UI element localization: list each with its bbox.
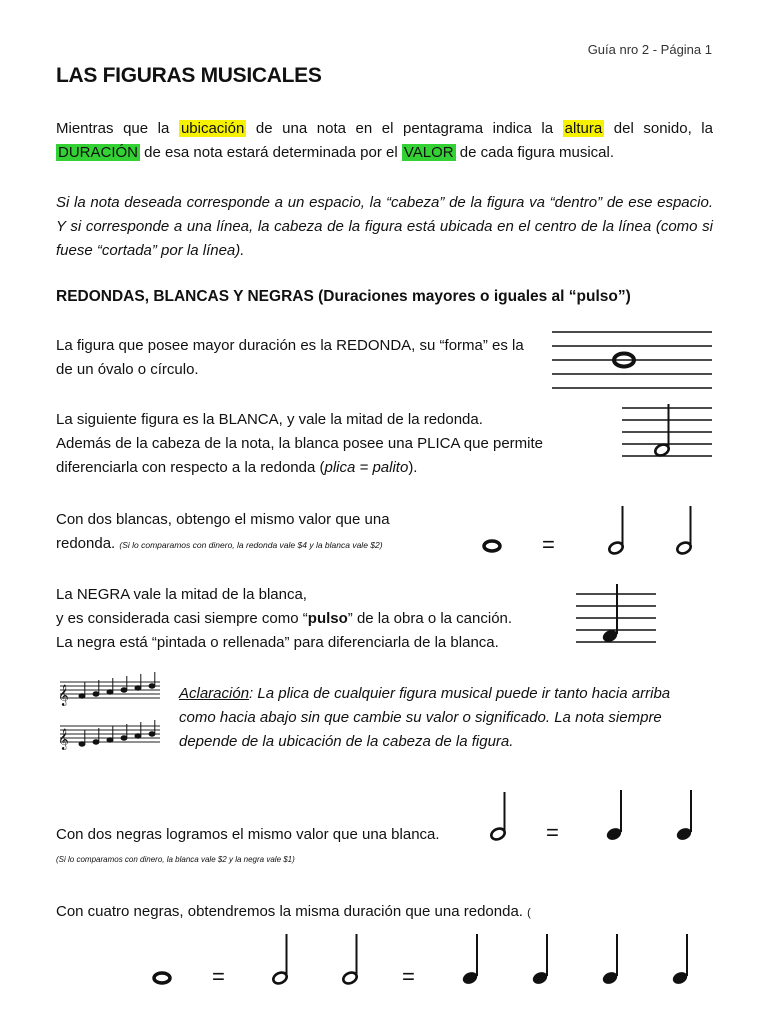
section-subtitle: REDONDAS, BLANCAS Y NEGRAS (Duraciones mayores o iguales al “pulso”): [56, 288, 631, 305]
stems-direction-figure: [56, 674, 164, 754]
equals-sign: =: [212, 964, 225, 989]
whole-note-staff-figure: [552, 328, 712, 392]
half-note-staff-figure: [622, 404, 712, 464]
redonda-paragraph: La figura que posee mayor duración es la REDONDA, su “forma” es la de un óvalo o círculo.: [56, 337, 524, 378]
dos-negras-line: Con dos negras logramos el mismo valor que una blanca.: [56, 826, 440, 843]
dos-negras-note: (Si lo comparamos con dinero, la blanca vale $2 y la negra vale $1): [56, 855, 295, 864]
highlight-altura: altura: [564, 120, 603, 137]
highlight-valor: VALOR: [403, 144, 454, 161]
page-header: Guía nro 2 - Página 1: [587, 42, 712, 57]
cuatro-negras-line: Con cuatro negras, obtendremos la misma duración que una redonda. (: [56, 903, 531, 920]
quarter-note-staff-figure: [576, 584, 656, 648]
aclaracion-label: Aclaración: [179, 685, 250, 702]
equals-sign: =: [402, 964, 415, 989]
svg-text:𝄞: 𝄞: [58, 729, 69, 750]
highlight-ubicacion: ubicación: [180, 120, 245, 137]
highlight-duracion: DURACIÓN: [58, 144, 139, 161]
half-equals-two-quarters-figure: [484, 786, 712, 846]
whole-equals-two-halves-figure: [476, 502, 712, 558]
intro-paragraph: Mientras que la ubicación de una nota en el pentagrama indica la altura del sonido, la DURACIÓN de esa nota estará determinada por el VALOR de cada figura musical.: [56, 120, 713, 161]
page-title: LAS FIGURAS MUSICALES: [56, 64, 322, 87]
whole-halves-quarters-figure: [148, 930, 708, 990]
note-head-paragraph: Si la nota deseada corresponde a un espacio, la “cabeza” de la figura va “dentro” de ese espacio. Y si corresponde a una línea, la cabeza de la figura está ubicada en el centro de la línea (como si fuese “cortada” por la línea).: [56, 194, 713, 259]
dos-blancas-paragraph: Con dos blancas, obtengo el mismo valor que una redonda. (Si lo comparamos con dinero, la redonda vale $4 y la blanca vale $2): [56, 511, 390, 552]
dos-blancas-note: (Si lo comparamos con dinero, la redonda vale $4 y la blanca vale $2): [119, 540, 383, 550]
svg-text:𝄞: 𝄞: [58, 685, 69, 706]
negra-paragraph: La NEGRA vale la mitad de la blanca, y es considerada casi siempre como “pulso” de la obra o la canción. La negra está “pintada o rellenada” para diferenciarla de la blanca.: [56, 586, 513, 651]
equals-sign: =: [546, 820, 559, 845]
blanca-paragraph: La siguiente figura es la BLANCA, y vale la mitad de la redonda. Además de la cabeza de la nota, la blanca posee una PLICA que permite diferenciarla con respecto a la redonda (plica = palito).: [56, 411, 543, 476]
aclaracion-paragraph: Aclaración: La plica de cualquier figura musical puede ir tanto hacia arriba como hacia abajo sin que cambie su valor o significado. La nota siempre depende de la ubicación de la cabeza de la figura.: [179, 685, 671, 750]
equals-sign: =: [542, 532, 555, 557]
